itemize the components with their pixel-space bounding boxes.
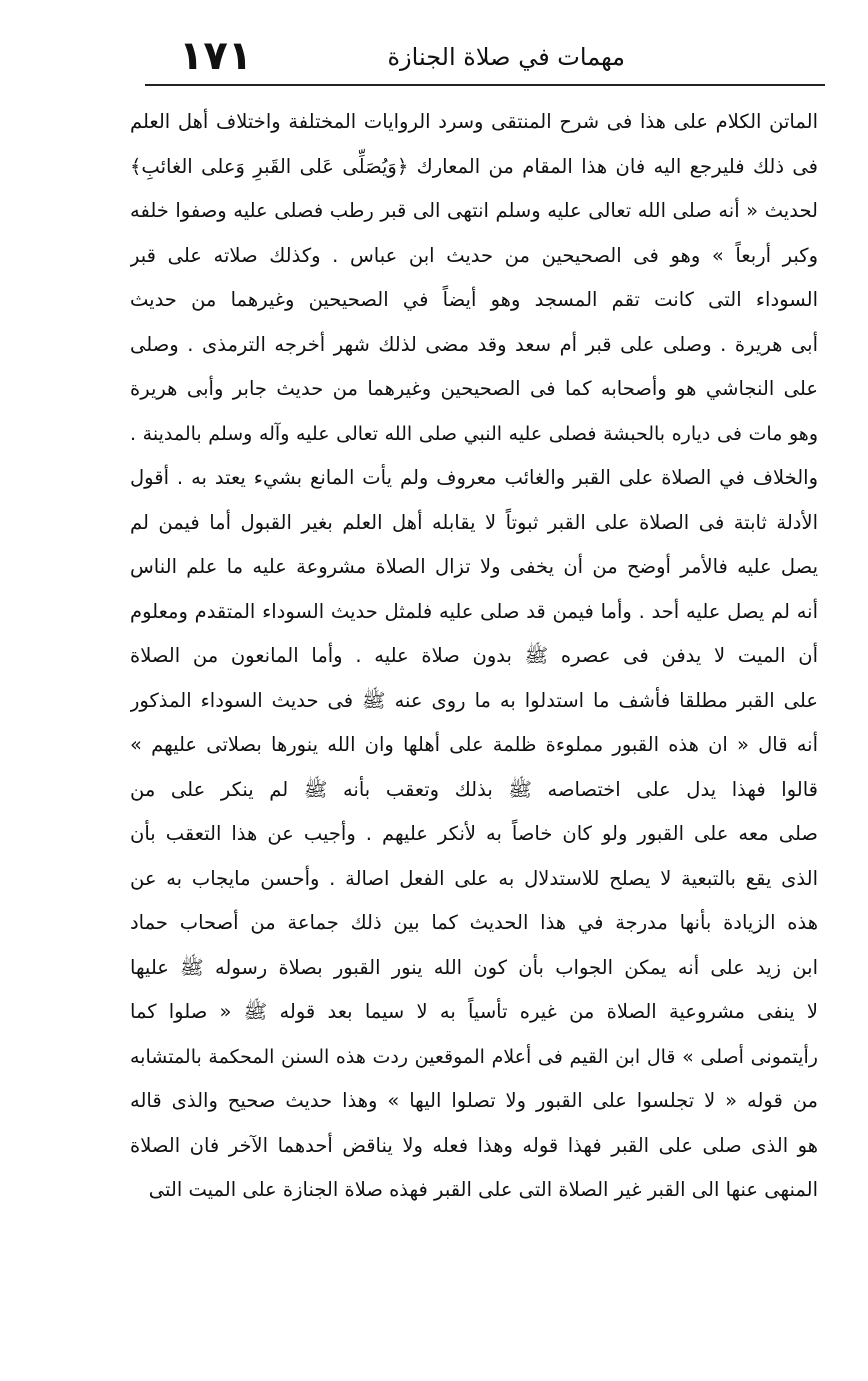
text-line: لحديث « أنه صلى الله تعالى عليه وسلم انتهى الى قبر رطب فصلى عليه وصفوا خلفه: [130, 199, 818, 222]
text-line: قالوا فهذا يدل على اختصاصه ﷺ بذلك وتعقب بأنه ﷺ لم ينكر على من: [130, 777, 818, 801]
text-line: والخلاف في الصلاة على القبر والغائب معروف ولم يأت المانع بشيء يعتد به . أقول: [130, 466, 818, 489]
text-line: وهو مات فى دياره بالحبشة فصلى عليه النبي صلى الله تعالى عليه وآله وسلم بالمدينة .: [130, 422, 818, 445]
text-line: رأيتمونى أصلى » قال ابن القيم فى أعلام الموقعين ردت هذه السنن المحكمة بالمتشابه: [130, 1045, 818, 1068]
text-line: السوداء التى كانت تقم المسجد وهو أيضاً في الصحيحين وغيرهما من حديث: [130, 288, 818, 311]
text-line: ابن زيد على أنه يمكن الجواب بأن كون الله ينور القبور بصلاة رسوله ﷺ عليها: [130, 955, 818, 979]
page-number: ١٧١: [179, 33, 253, 79]
text-line: أنه قال « ان هذه القبور مملوءة ظلمة على أهلها وان الله ينورها بصلاتى عليهم »: [130, 733, 818, 756]
text-line: الماتن الكلام على هذا فى شرح المنتقى وسرد الروايات المختلفة واختلاف أهل العلم: [130, 110, 818, 133]
text-line: المنهى عنها الى القبر غير الصلاة التى على القبر فهذه صلاة الجنازة على الميت التى: [148, 1178, 818, 1201]
text-line: الذى يقع بالتبعية لا يصلح للاستدلال به على الفعل اصالة . وأحسن مايجاب به عن: [130, 866, 818, 890]
text-line: هذه الزيادة بأنها مدرجة في هذا الحديث كما بين ذلك جماعة من أصحاب حماد: [130, 911, 818, 934]
text-line: هو الذى صلى على القبر فهذا قوله وهذا فعله ولا يناقض أحدهما الآخر فان الصلاة: [130, 1133, 818, 1157]
text-line: أنه لم يصل عليه أحد . وأما فيمن قد صلى عليه فلمثل حديث السوداء المتقدم ومعلوم: [130, 599, 818, 623]
header-divider: [145, 84, 825, 86]
text-line: على النجاشي هو وأصحابه كما فى الصحيحين وغيرهما من حديث جابر وأبى هريرة: [130, 377, 818, 400]
text-line: وكبر أربعاً » وهو فى الصحيحين من حديث ابن عباس . وكذلك صلاته على قبر: [130, 243, 818, 267]
text-line: من قوله « لا تجلسوا على القبور ولا تصلوا اليها » وهذا حديث صحيح والذى قاله: [130, 1089, 818, 1112]
text-line: الأدلة ثابتة فى الصلاة على القبر ثبوتاً لا يقابله أهل العلم بغير القبول أما فيمن لم: [130, 510, 818, 534]
running-title: مهمات في صلاة الجنازة: [387, 43, 625, 71]
text-line: صلى معه على القبور ولو كان خاصاً به لأنكر عليهم . وأجيب عن هذا التعقب بأن: [130, 822, 818, 845]
body-text: [130, 100, 818, 1213]
text-line: لا ينفى مشروعية الصلاة من غيره تأسياً به لا سيما بعد قوله ﷺ « صلوا كما: [130, 1000, 818, 1023]
text-line: أن الميت لا يدفن فى عصره ﷺ بدون صلاة عليه . وأما المانعون من الصلاة: [130, 644, 818, 667]
text-line: أبى هريرة . وصلى على قبر أم سعد وقد مضى لذلك شهر أخرجه الترمذى . وصلى: [130, 332, 818, 356]
text-line: على القبر مطلقا فأشف ما استدلوا به ما روى عنه ﷺ فى حديث السوداء المذكور: [130, 688, 818, 712]
text-line: يصل عليه فالأمر أوضح من أن يخفى ولا تزال الصلاة مشروعة عليه ما علم الناس: [130, 555, 818, 578]
page-header: [145, 28, 825, 84]
text-line: فى ذلك فليرجع اليه فان هذا المقام من المعارك ﴿وَيُصَلِّى عَلى القَبرِ وَعلى الغائبِ﴾: [130, 154, 818, 178]
